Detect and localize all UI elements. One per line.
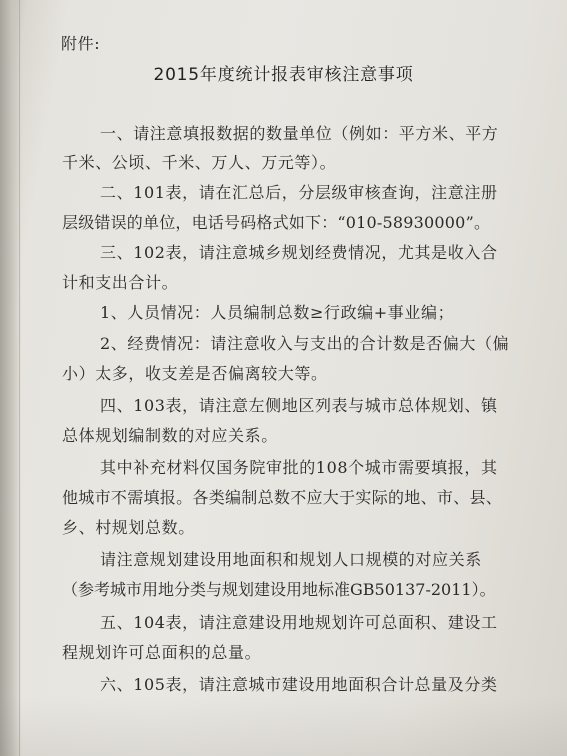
body-line: 总体规划编制数的对应关系。 (62, 426, 278, 445)
body-line: 乡、村规划总数。 (62, 518, 195, 537)
document-title: 2015年度统计报表审核注意事项 (153, 65, 414, 85)
body-line: 二、101表，请在汇总后，分层级审核查询，注意注册 (100, 183, 498, 202)
page-shadow (0, 696, 567, 756)
body-line: 五、104表，请注意建设用地规划许可总面积、建设工 (100, 613, 498, 632)
body-line: 三、102表，请注意城乡规划经费情况，尤其是收入合 (100, 243, 498, 262)
body-line: 计和支出合计。 (62, 273, 179, 292)
body-line: 六、105表，请注意城市建设用地面积合计总量及分类 (100, 675, 498, 694)
body-line: （参考城市用地分类与规划建设用地标准GB50137-2011）。 (62, 580, 496, 599)
body-line: 四、103表，请注意左侧地区列表与城市总体规划、镇 (100, 396, 498, 415)
body-line: 层级错误的单位，电话号码格式如下：“010-58930000”。 (62, 213, 491, 232)
body-line: 一、请注意填报数据的数量单位（例如：平方米、平方 (100, 124, 499, 143)
body-line: 2、经费情况：请注意收入与支出的合计数是否偏大（偏 (100, 334, 510, 353)
body-line: 1、人员情况：人员编制总数≥行政编+事业编； (100, 303, 455, 322)
body-line: 其中补充材料仅国务院审批的108个城市需要填报，其 (100, 458, 498, 477)
body-line: 小）太多，收支差是否偏离较大等。 (62, 364, 328, 383)
body-line: 程规划许可总面积的总量。 (62, 643, 262, 662)
body-line: 他城市不需填报。各类编制总数不应大于实际的地、市、县、 (62, 488, 503, 507)
page-edge-line (19, 0, 20, 756)
body-line: 千米、公顷、千米、万人、万元等）。 (62, 153, 337, 172)
attachment-label: 附件: (61, 34, 101, 53)
body-line: 请注意规划建设用地面积和规划人口规模的对应关系 (100, 550, 482, 569)
